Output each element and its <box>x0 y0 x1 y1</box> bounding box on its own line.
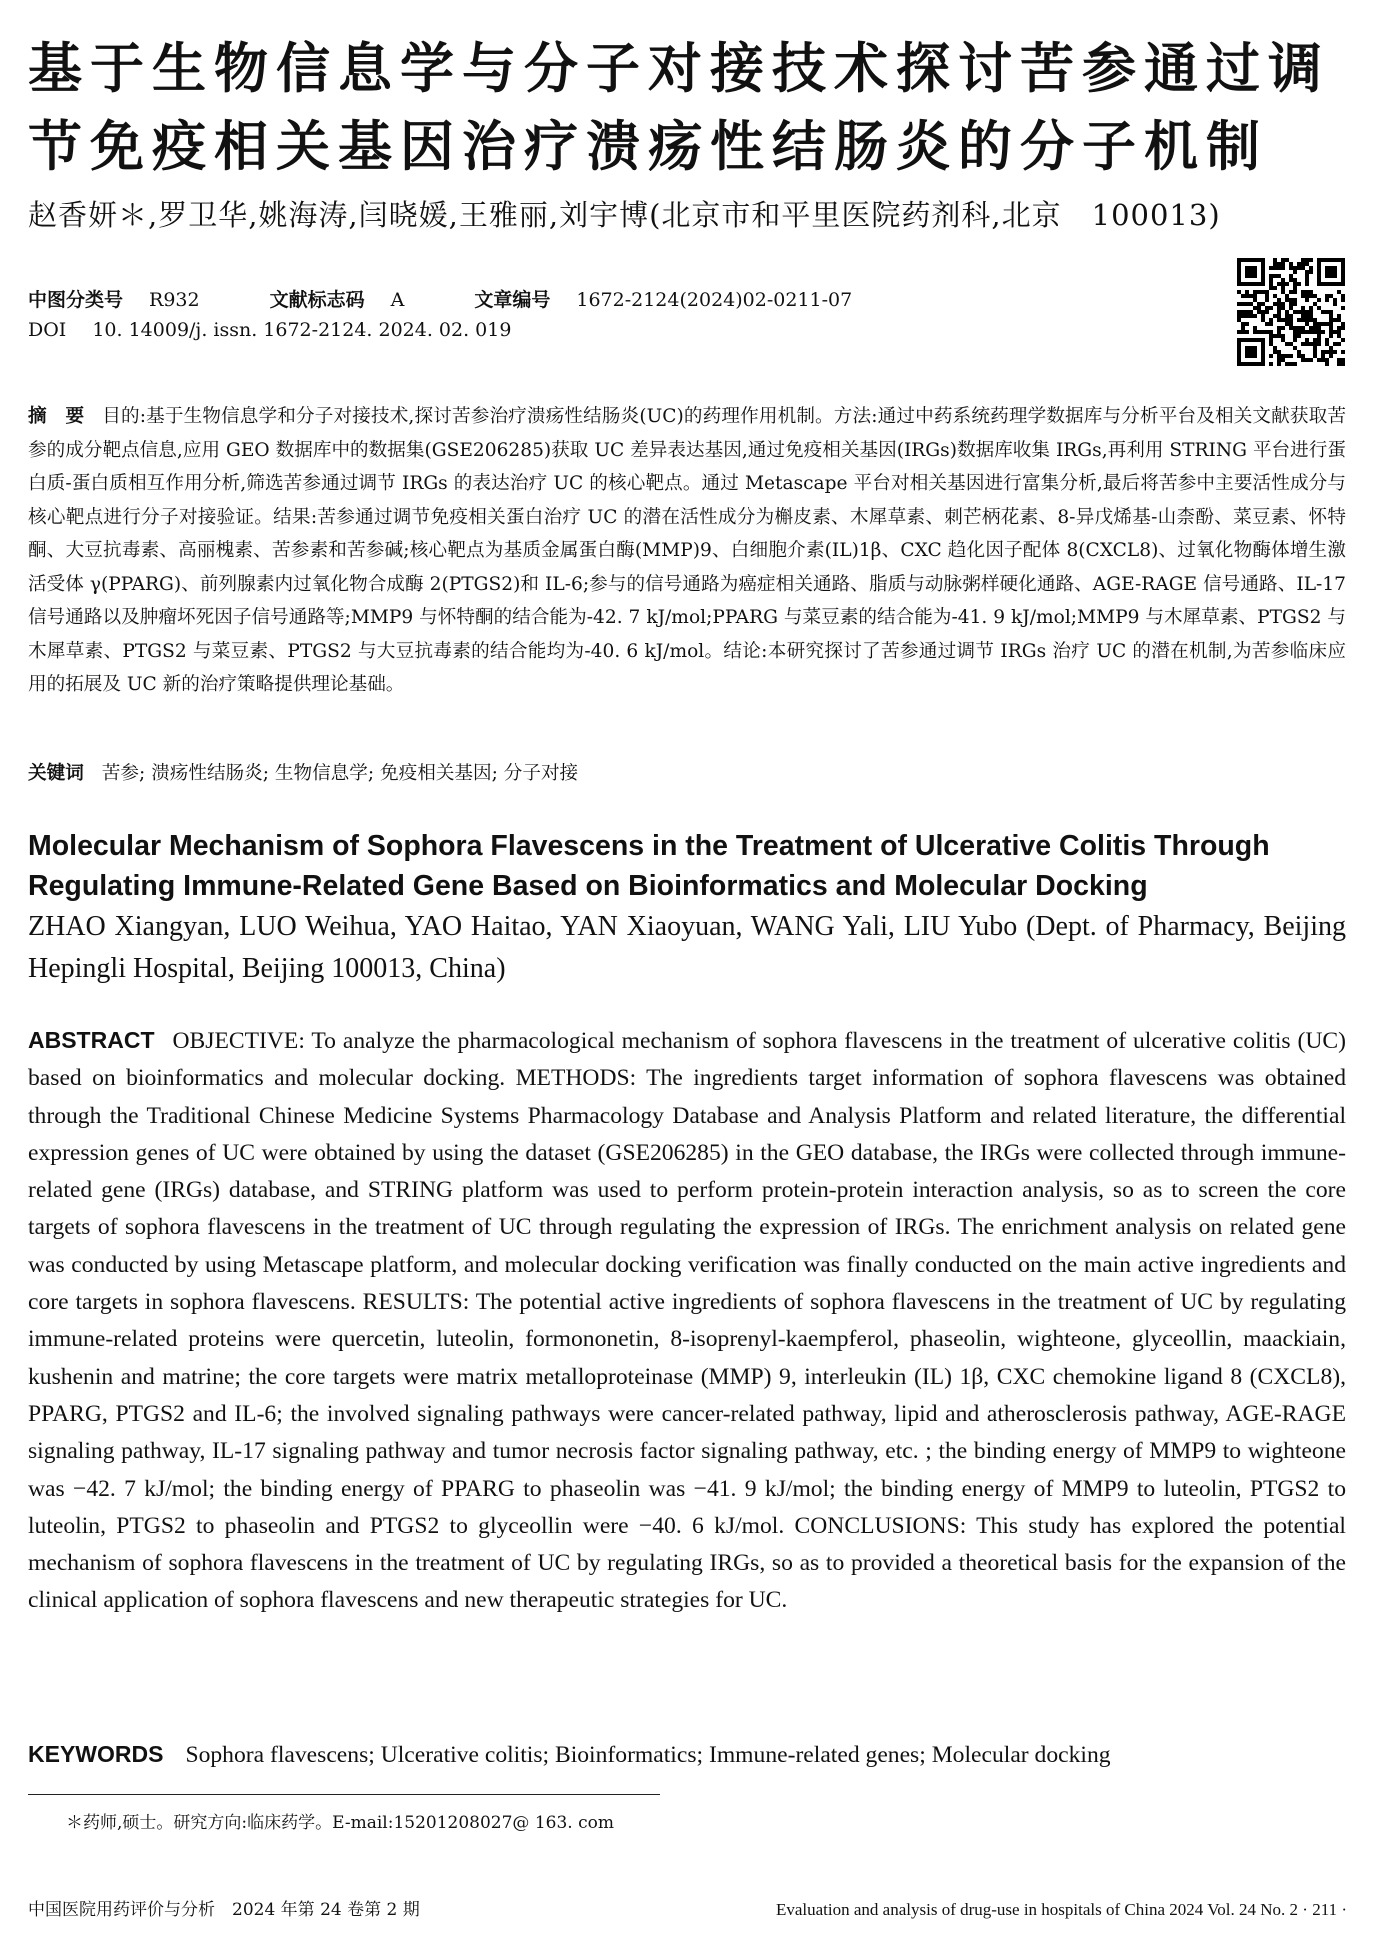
doi-label: DOI <box>28 319 67 341</box>
english-abstract <box>28 1022 1346 1620</box>
chinese-title: 基于生物信息学与分子对接技术探讨苦参通过调节免疫相关基因治疗溃疡性结肠炎的分子机制 <box>28 37 1330 178</box>
meta-row-1 <box>28 285 1208 315</box>
chinese-authors: 赵香妍＊,罗卫华,姚海涛,闫晓媛,王雅丽,刘宇博(北京市和平里医院药剂科,北京 100013) <box>28 198 1221 232</box>
running-footer-english: Evaluation and analysis of drug-use in hospitals of China 2024 Vol. 24 No. 2 · 211 · <box>775 1900 1347 1919</box>
article-no-label: 文章编号 <box>474 289 551 311</box>
english-keywords-text: Sophora flavescens; Ulcerative colitis; Bioinformatics; Immune-related genes; Molecular docking <box>185 1742 1111 1768</box>
meta-row-2 <box>28 315 1208 345</box>
clc-label: 中图分类号 <box>28 289 124 311</box>
footnote-divider <box>28 1794 660 1795</box>
english-title: Molecular Mechanism of Sophora Flavescens in the Treatment of Ulcerative Colitis Through Regulating Immune-Related Gene Based on Bioinformatics and Molecular Docking <box>28 830 1270 902</box>
english-authors: ZHAO Xiangyan, LUO Weihua, YAO Haitao, YAN Xiaoyuan, WANG Yali, LIU Yubo (Dept. of Pharmacy, Beijing Hepingli Hospital, Beijing 100013, China) <box>28 911 1346 984</box>
running-footer-chinese: 中国医院用药评价与分析 2024 年第 24 卷第 2 期 <box>28 1900 420 1920</box>
chinese-keywords <box>28 758 1346 790</box>
doc-code-value: A <box>390 289 405 311</box>
clc-value: R932 <box>149 289 200 311</box>
chinese-abstract-label: 摘 要 <box>28 406 85 427</box>
english-abstract-label: ABSTRACT <box>28 1027 155 1053</box>
doc-code-label: 文献标志码 <box>269 289 365 311</box>
english-abstract-text: OBJECTIVE: To analyze the pharmacological mechanism of sophora flavescens in the treatment of ulcerative colitis (UC) based on bioinformatics and molecular docking. METHODS: The ingredients target information of sophora flavescens was obtained through the Traditional Chinese Medicine Systems Pharmacology Database and Analysis Platform and related literature, the differential expression genes of UC were obtained by using the dataset (GSE206285) in the GEO database, the IRGs were collected through immune-related gene (IRGs) database, and STRING platform was used to perform protein-protein interaction analysis, so as to screen the core targets of sophora flavescens in the treatment of UC through regulating the expression of IRGs. The enrichment analysis on related gene was conducted by using Metascape platform, and molecular docking verification was finally conducted on the main active ingredients and core targets in sophora flavescens. RESULTS: The potential active ingredients of sophora flavescens in the treatment of UC by regulating immune-related proteins were quercetin, luteolin, formononetin, 8-isoprenyl-kaempferol, phaseolin, wighteone, glyceollin, maackiain, kushenin and matrine; the core targets were matrix metalloproteinase (MMP) 9, interleukin (IL) 1β, CXC chemokine ligand 8 (CXCL8), PPARG, PTGS2 and IL-6; the involved signaling pathways were cancer-related pathway, lipid and atherosclerosis pathway, AGE-RAGE signaling pathway, IL-17 signaling pathway and tumor necrosis factor signaling pathway, etc. ; the binding energy of MMP9 to wighteone was −42. 7 kJ/mol; the binding energy of PPARG to phaseolin was −41. 9 kJ/mol; the binding energy of MMP9 to luteolin, PTGS2 to luteolin, PTGS2 to phaseolin and PTGS2 to glyceollin were −40. 6 kJ/mol. CONCLUSIONS: This study has explored the potential mechanism of sophora flavescens in the treatment of UC by regulating IRGs, so as to provided a theoretical basis for the expansion of the clinical application of sophora flavescens and new therapeutic strategies for UC. <box>28 1028 1346 1614</box>
english-keywords <box>28 1736 1346 1774</box>
qr-code-icon[interactable] <box>1237 258 1345 366</box>
chinese-abstract <box>28 400 1346 702</box>
chinese-keywords-label: 关键词 <box>28 763 84 784</box>
chinese-abstract-text: 目的:基于生物信息学和分子对接技术,探讨苦参治疗溃疡性结肠炎(UC)的药理作用机制。方法:通过中药系统药理学数据库与分析平台及相关文献获取苦参的成分靶点信息,应用 GEO 数据库中的数据集(GSE206285)获取 UC 差异表达基因,通过免疫相关基因(IRGs)数据库收集 IRGs,再利用 STRING 平台进行蛋白质-蛋白质相互作用分析,筛选苦参通过调节 IRGs 的表达治疗 UC 的核心靶点。通过 Metascape 平台对相关基因进行富集分析,最后将苦参中主要活性成分与核心靶点进行分子对接验证。结果:苦参通过调节免疫相关蛋白治疗 UC 的潜在活性成分为槲皮素、木犀草素、刺芒柄花素、8-异戊烯基-山柰酚、菜豆素、怀特酮、大豆抗毒素、高丽槐素、苦参素和苦参碱;核心靶点为基质金属蛋白酶(MMP)9、白细胞介素(IL)1β、CXC 趋化因子配体 8(CXCL8)、过氧化物酶体增生激活受体 γ(PPARG)、前列腺素内过氧化物合成酶 2(PTGS2)和 IL-6;参与的信号通路为癌症相关通路、脂质与动脉粥样硬化通路、AGE-RAGE 信号通路、IL-17 信号通路以及肿瘤坏死因子信号通路等;MMP9 与怀特酮的结合能为-42. 7 kJ/mol;PPARG 与菜豆素的结合能为-41. 9 kJ/mol;MMP9 与木犀草素、PTGS2 与木犀草素、PTGS2 与菜豆素、PTGS2 与大豆抗毒素的结合能均为-40. 6 kJ/mol。结论:本研究探讨了苦参通过调节 IRGs 治疗 UC 的潜在机制,为苦参临床应用的拓展及 UC 新的治疗策略提供理论基础。 <box>28 406 1346 695</box>
chinese-keywords-text: 苦参; 溃疡性结肠炎; 生物信息学; 免疫相关基因; 分子对接 <box>101 763 579 784</box>
article-meta <box>28 285 1208 345</box>
article-no-value: 1672-2124(2024)02-0211-07 <box>576 289 853 311</box>
english-keywords-label: KEYWORDS <box>28 1741 164 1767</box>
author-footnote: ＊药师,硕士。研究方向:临床药学。E-mail:15201208027@ 163. com <box>66 1813 614 1833</box>
doi-value: 10. 14009/j. issn. 1672-2124. 2024. 02. 019 <box>92 319 512 341</box>
